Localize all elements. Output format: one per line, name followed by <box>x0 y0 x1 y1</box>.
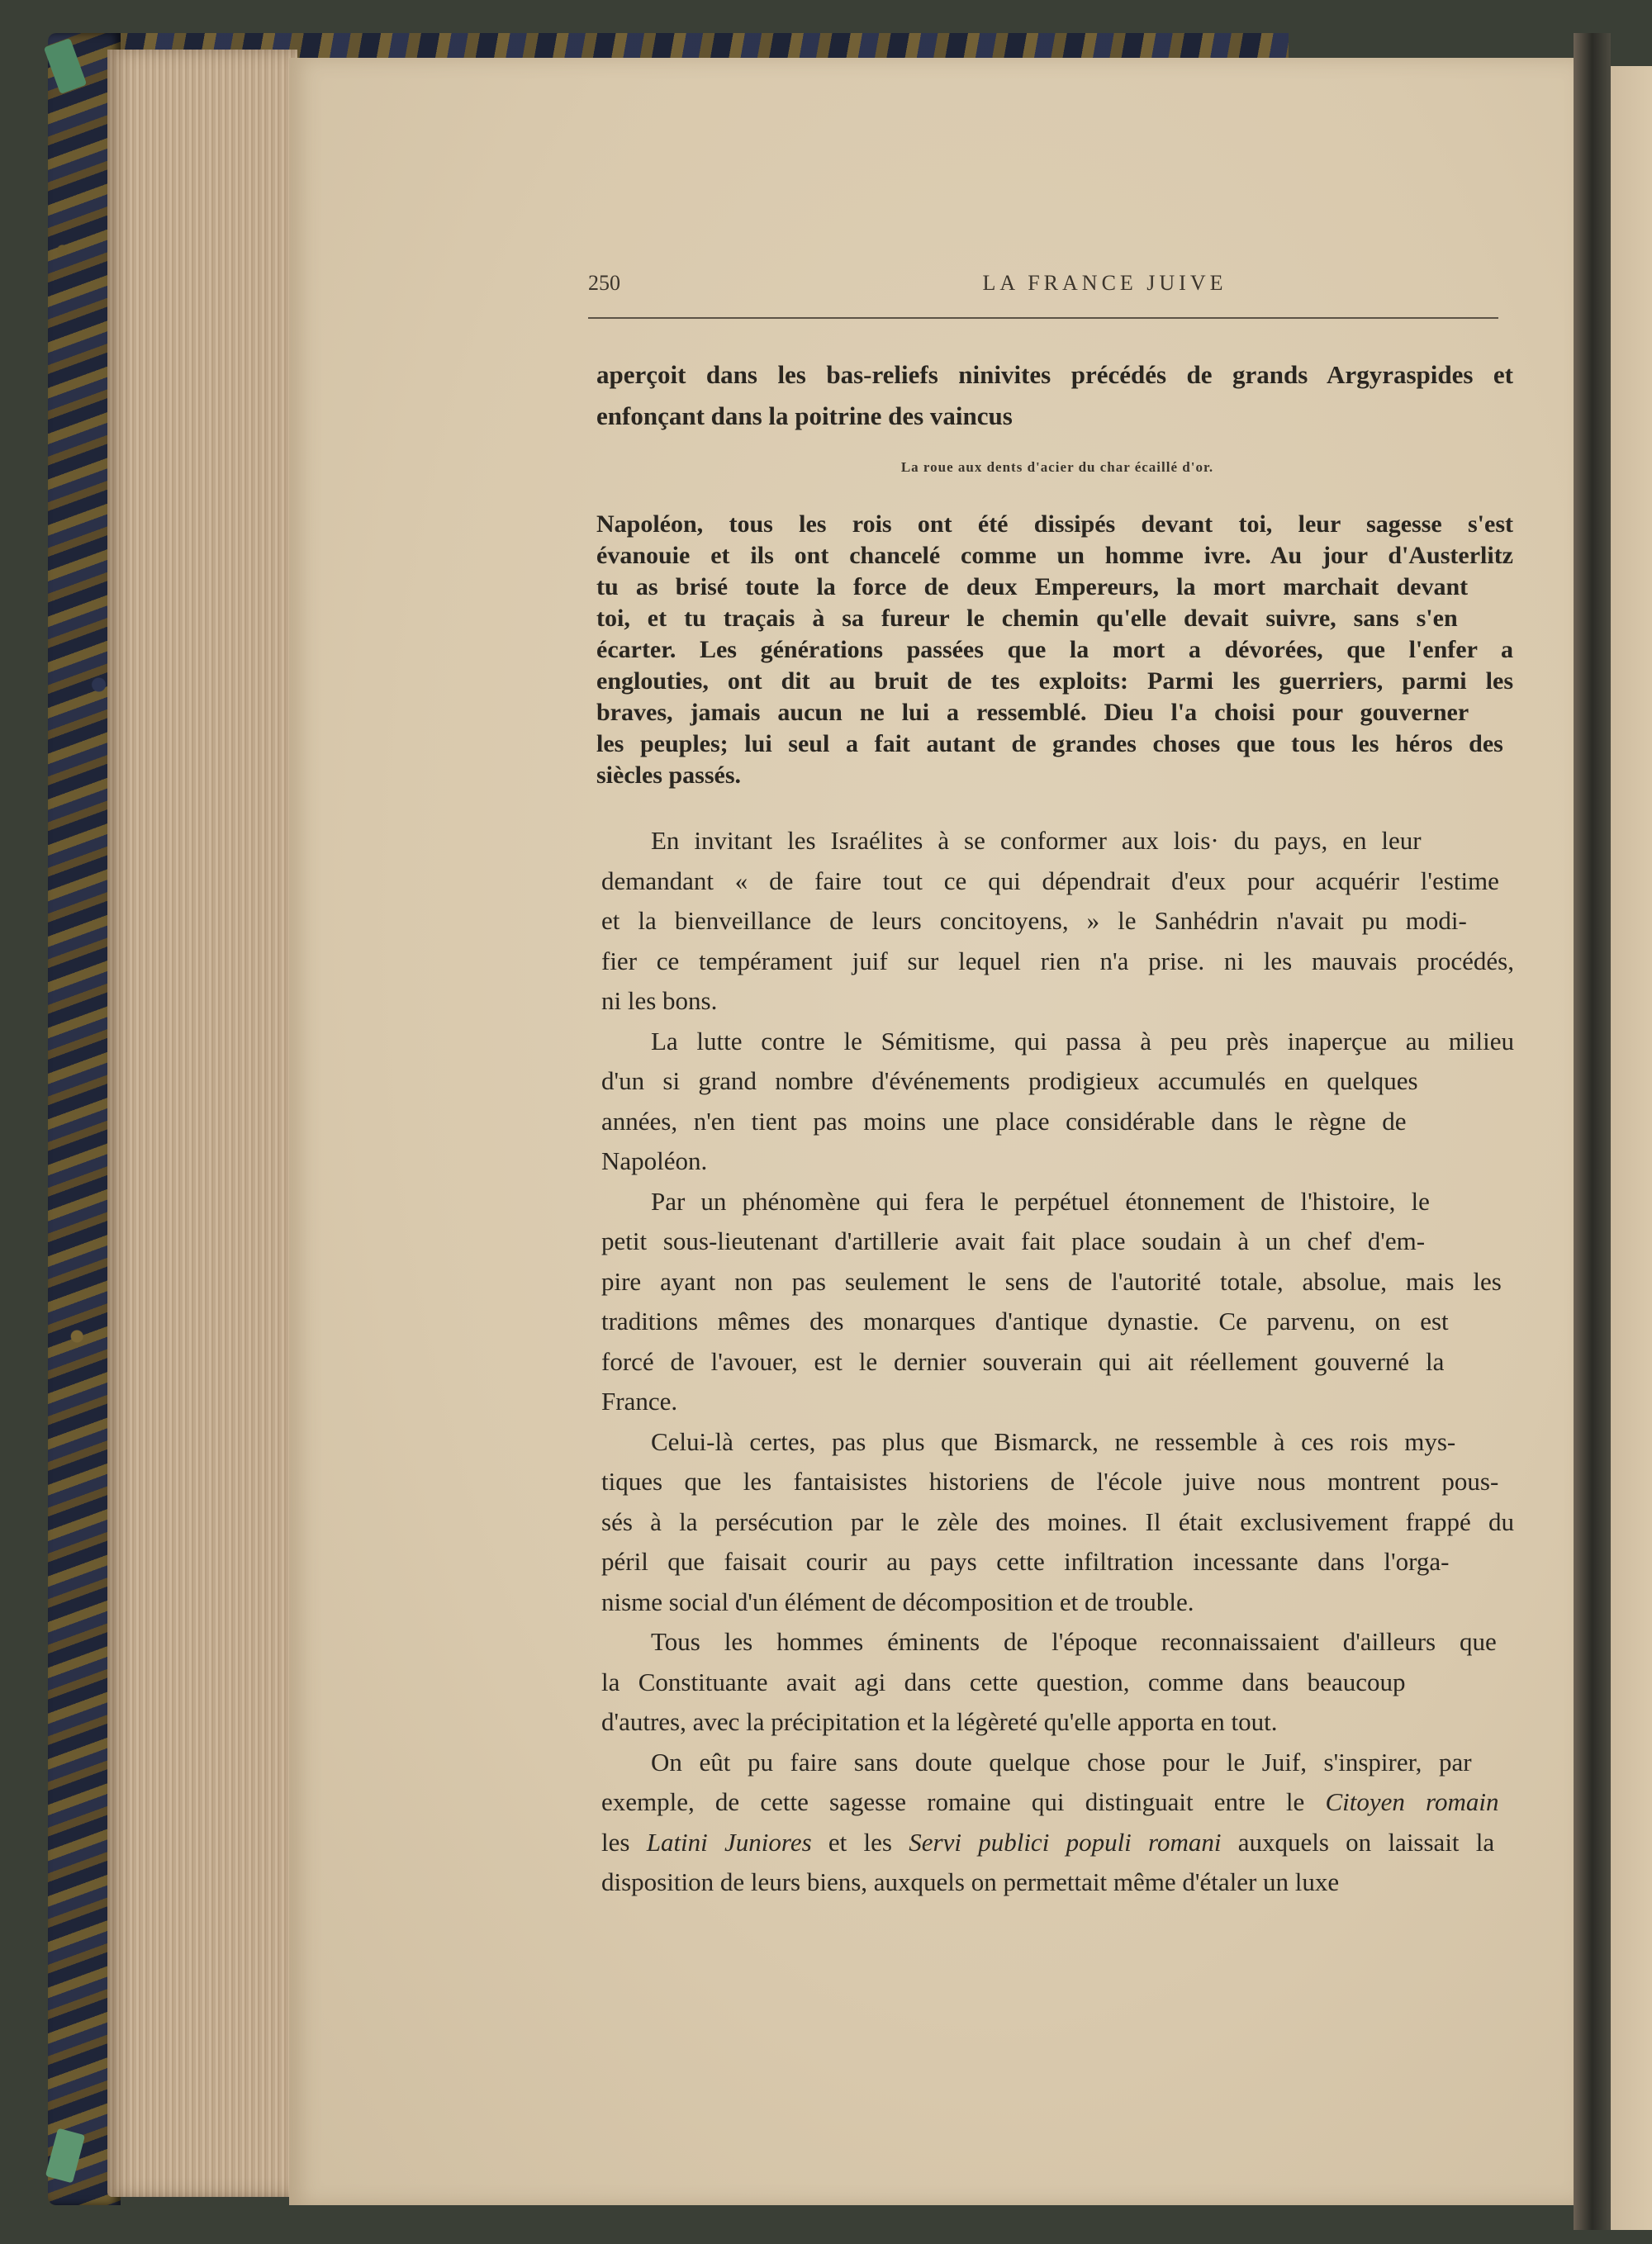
book-gutter <box>1574 33 1611 2230</box>
body-line: Tous les hommes éminents de l'époque reconnaissaient d'ailleurs que <box>651 1627 1497 1656</box>
header-rule <box>588 317 1498 319</box>
body-line: tiques que les fantaisistes historiens de l'école juive nous montrent pous- <box>601 1467 1499 1496</box>
body-line: années, n'en tient pas moins une place considérable dans le règne de <box>601 1106 1407 1136</box>
intro-line: enfonçant dans la poitrine des vaincus <box>596 401 1013 430</box>
quote-line: englouties, ont dit au bruit de tes exploits: Parmi les guerriers, parmi les <box>596 667 1513 695</box>
body-line: pire ayant non pas seulement le sens de l'autorité totale, absolue, mais les <box>601 1266 1502 1296</box>
page-edges <box>107 50 297 2197</box>
facing-page-edge <box>1611 66 1652 2230</box>
body-line: petit sous-lieutenant d'artillerie avait fait place soudain à un chef d'em- <box>601 1226 1426 1255</box>
body-line: exemple, de cette sagesse romaine qui distinguait entre le Citoyen romain <box>601 1787 1499 1816</box>
quote-line: écarter. Les générations passées que la mort a dévorées, que l'enfer a <box>596 636 1513 663</box>
page-number: 250 <box>588 271 620 295</box>
body-line: Napoléon. <box>601 1146 708 1175</box>
body-line: disposition de leurs biens, auxquels on permettait même d'étaler un luxe <box>601 1867 1340 1896</box>
body-line: fier ce tempérament juif sur lequel rien n'a prise. ni les mauvais procédés, <box>601 946 1514 975</box>
body-line: et la bienveillance de leurs concitoyens, » le Sanhédrin n'avait pu modi- <box>601 906 1467 935</box>
quote-line: toi, et tu traçais à sa fureur le chemin qu'elle devait suivre, sans s'en <box>596 605 1458 632</box>
quote-line: évanouie et ils ont chancelé comme un homme ivre. Au jour d'Austerlitz <box>596 542 1513 569</box>
body-line: d'autres, avec la précipitation et la légèreté qu'elle apporta en tout. <box>601 1707 1278 1736</box>
quote-line: les peuples; lui seul a fait autant de grandes choses que tous les héros des <box>596 730 1503 757</box>
body-line: péril que faisait courir au pays cette infiltration incessante dans l'orga- <box>601 1547 1450 1576</box>
intro-line: aperçoit dans les bas-reliefs ninivites précédés de grands Argyraspides et <box>596 360 1513 389</box>
running-title: LA FRANCE JUIVE <box>982 271 1227 295</box>
cloth-corner-bottom <box>45 2128 85 2184</box>
body-line: En invitant les Israélites à se conformer aux lois· du pays, en leur <box>651 826 1422 855</box>
body-line: La lutte contre le Sémitisme, qui passa à peu près inaperçue au milieu <box>651 1026 1514 1056</box>
body-line: forcé de l'avouer, est le dernier souverain qui ait réellement gouverné la <box>601 1346 1445 1376</box>
cloth-corner-top <box>44 38 87 94</box>
body-line: demandant « de faire tout ce qui dépendrait d'eux pour acquérir l'estime <box>601 866 1499 895</box>
quote-line: Napoléon, tous les rois ont été dissipés devant toi, leur sagesse s'est <box>596 510 1513 538</box>
quote-line: tu as brisé toute la force de deux Empereurs, la mort marchait devant <box>596 573 1469 600</box>
body-line: ni les bons. <box>601 986 718 1015</box>
body-line: sés à la persécution par le zèle des moines. Il était exclusivement frappé du <box>601 1506 1514 1536</box>
body-line: Celui-là certes, pas plus que Bismarck, ne ressemble à ces rois mys- <box>651 1426 1456 1456</box>
body-line: d'un si grand nombre d'événements prodigieux accumulés en quelques <box>601 1066 1418 1095</box>
quote-line: siècles passés. <box>596 761 741 789</box>
body-line: Par un phénomène qui fera le perpétuel étonnement de l'histoire, le <box>651 1186 1430 1216</box>
running-head <box>289 271 1574 312</box>
body-line: nisme social d'un élément de décomposition et de trouble. <box>601 1587 1194 1616</box>
body-line: On eût pu faire sans doute quelque chose pour le Juif, s'inspirer, par <box>651 1747 1472 1777</box>
quote-caption: La roue aux dents d'acier du char écaillé d'or. <box>900 459 1214 475</box>
body-line: les Latini Juniores et les Servi publici populi romani auxquels on laissait la <box>601 1827 1495 1857</box>
body-line: France. <box>601 1387 678 1416</box>
body-line: traditions mêmes des monarques d'antique dynastie. Ce parvenu, on est <box>601 1307 1449 1335</box>
body-line: la Constituante avait agi dans cette question, comme dans beaucoup <box>601 1667 1406 1696</box>
quote-line: braves, jamais aucun ne lui a ressemblé. Dieu l'a choisi pour gouverner <box>596 699 1469 726</box>
